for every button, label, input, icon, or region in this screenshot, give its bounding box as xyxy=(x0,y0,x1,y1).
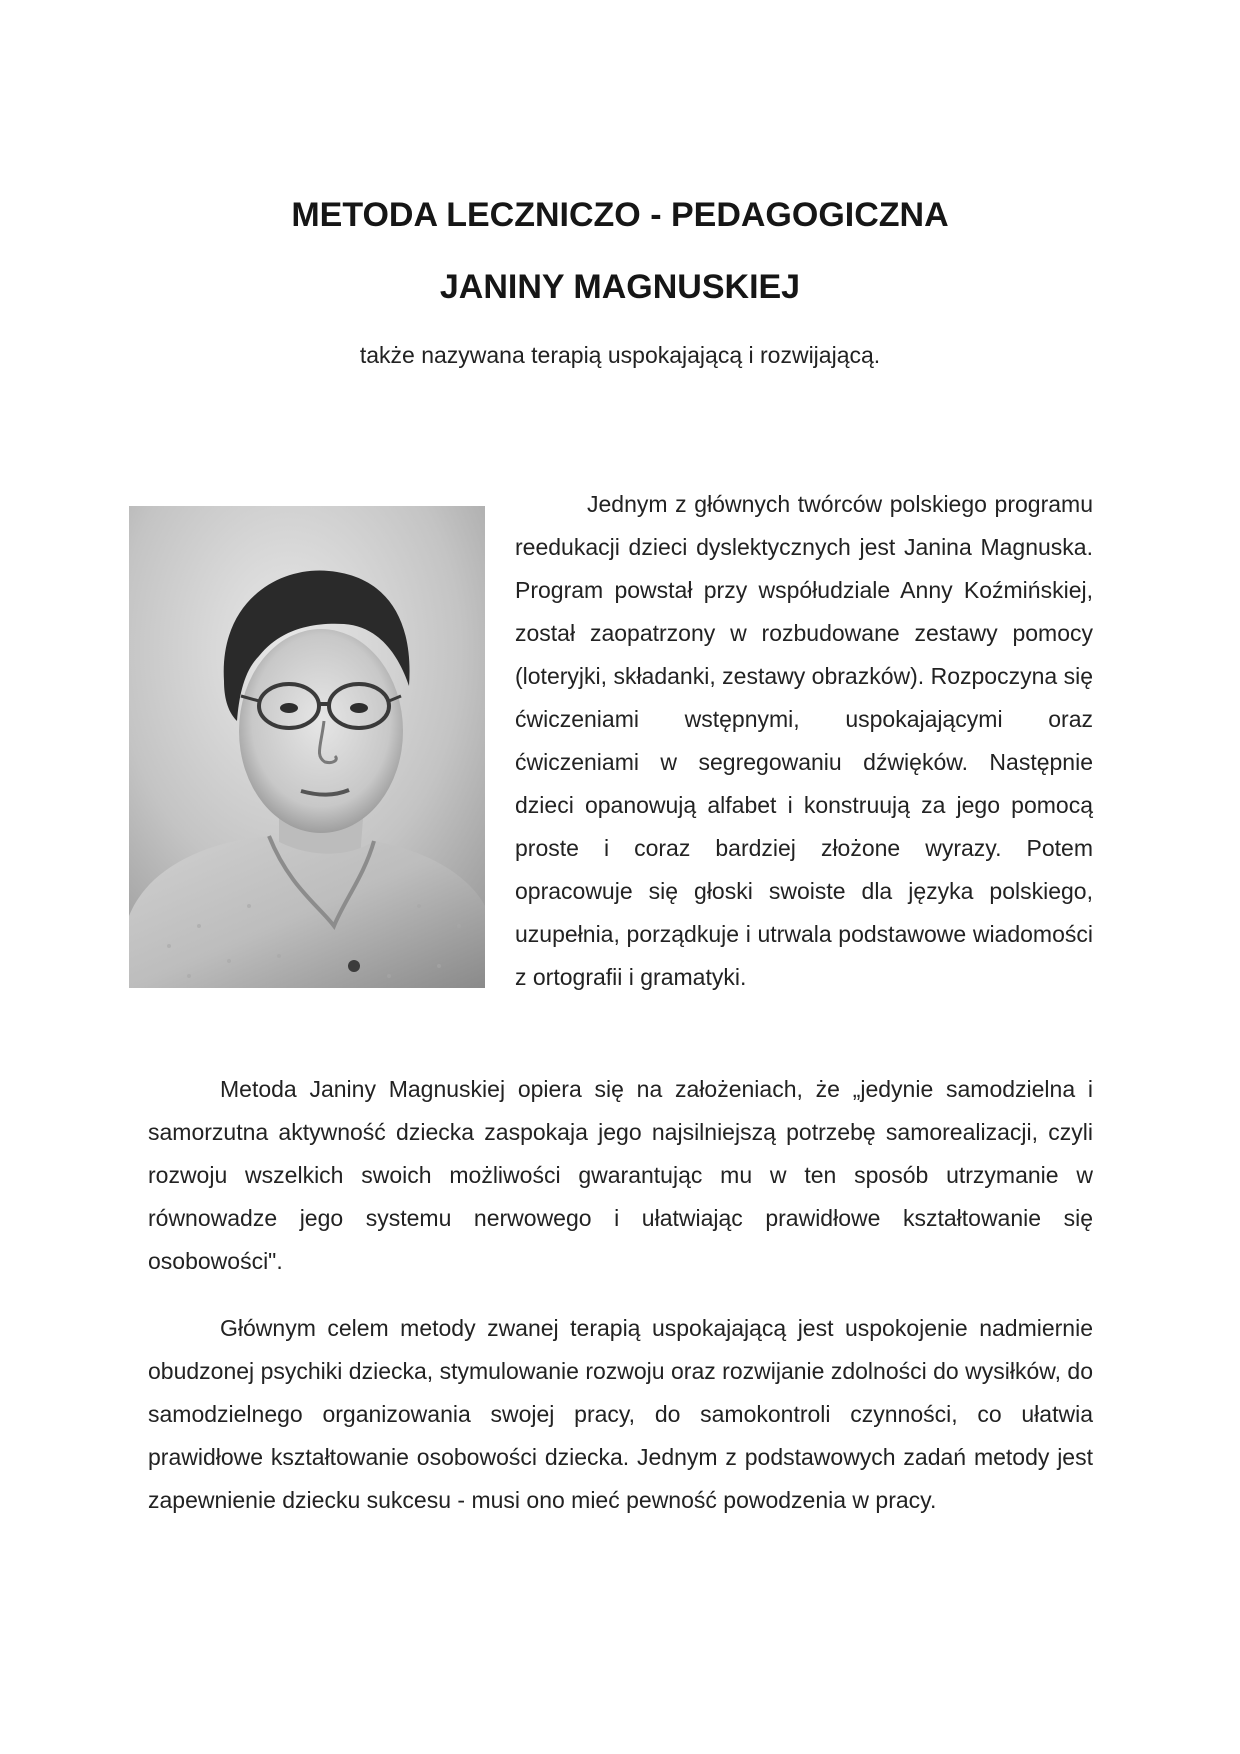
goal-paragraph: Głównym celem metody zwanej terapią uspokajającą jest uspokojenie nadmiernie obudzonej psychiki dziecka, stymulowanie rozwoju oraz rozwijanie zdolności do wysiłków, do samodzielnego organizowania swojej pracy, do samokontroli czynności, co ułatwia prawidłowe kształtowanie osobowości dziecka. Jednym z podstawowych zadań metody jest zapewnienie dziecku sukcesu - musi ono mieć pewność powodzenia w pracy. xyxy=(148,1315,1093,1513)
intro-paragraph-text: Jednym z głównych twórców polskiego programu reedukacji dzieci dyslektycznych jest Janina Magnuska. Program powstał przy współudziale Anny Koźmińskiej, został zaopatrzony w rozbudowane zestawy pomocy (loteryjki, składanki, zestawy obrazków). Rozpoczyna się ćwiczeniami wstępnymi, uspokajającymi oraz ćwiczeniami w segregowaniu dźwięków. Następnie dzieci opanowują alfabet i konstruują za jego pomocą proste i coraz bardziej złożone wyrazy. Potem opracowuje się głoski swoiste dla języka polskiego, uzupełnia, porządkuje i utrwala podstawowe wiadomości z ortografii i gramatyki. xyxy=(515,491,1093,990)
intro-paragraph xyxy=(515,483,1093,999)
method-paragraph: Metoda Janiny Magnuskiej opiera się na założeniach, że „jedynie samodzielna i samorzutna aktywność dziecka zaspokaja jego najsilniejszą potrzebę samorealizacji, czyli rozwoju wszelkich swoich możliwości gwarantując mu w ten sposób utrzymanie w równowadze jego systemu nerwowego i ułatwiając prawidłowe kształtowanie się osobowości". xyxy=(148,1076,1093,1274)
document-title-line1: METODA LECZNICZO - PEDAGOGICZNA xyxy=(291,196,949,234)
document-subtitle: także nazywana terapią uspokajającą i rozwijającą. xyxy=(359,342,881,368)
portrait-photo xyxy=(129,506,485,988)
portrait-photo-icon xyxy=(129,506,485,988)
document-title-line2: JANINY MAGNUSKIEJ xyxy=(439,268,801,306)
